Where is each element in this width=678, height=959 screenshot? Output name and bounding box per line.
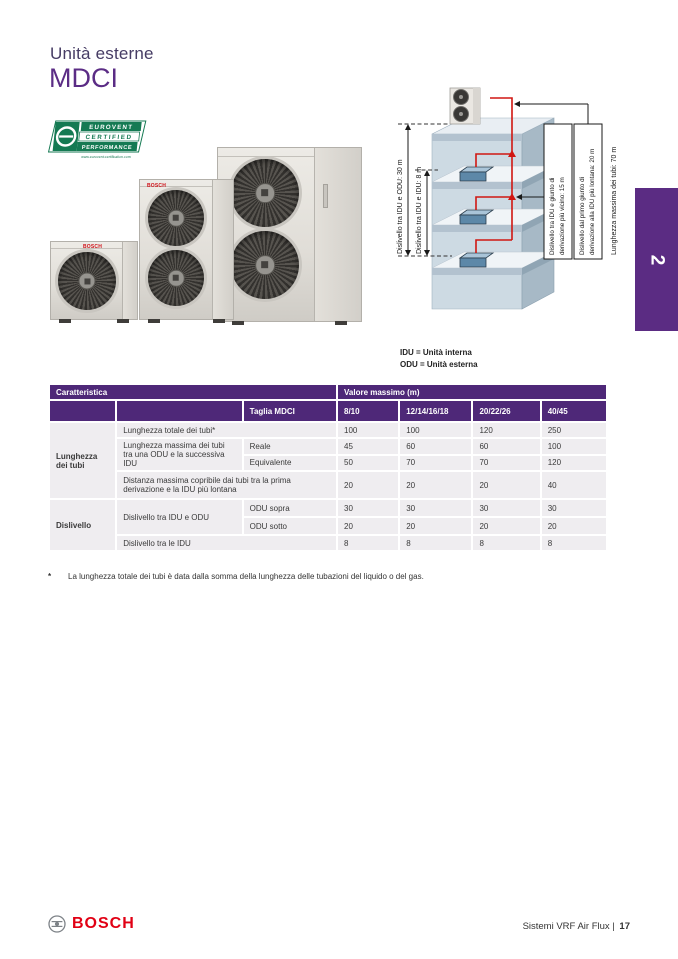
diagram-label-giunto-vicino-line1: Dislivello tra IDU e giunto di xyxy=(549,177,556,255)
outdoor-unit-medium xyxy=(139,179,234,320)
cell-value: 250 xyxy=(541,422,607,438)
diagram-label-dislivello-idu-odu: Dislivello tra IDU e ODU: 30 m xyxy=(397,159,404,254)
row-subdesc: ODU sopra xyxy=(243,499,337,517)
diagram-odu xyxy=(450,88,480,124)
col-header-size: 40/45 xyxy=(541,400,607,422)
col-header-size: 20/22/26 xyxy=(472,400,540,422)
eurovent-line3: PERFORMANCE xyxy=(81,145,133,151)
footer-page-number: 17 xyxy=(619,921,630,932)
cell-value: 20 xyxy=(399,471,472,499)
cell-value: 20 xyxy=(472,471,540,499)
diagram-label-giunto-vicino-line2: derivazione più vicino: 15 m xyxy=(559,177,566,255)
cell-value: 20 xyxy=(472,517,540,535)
footer-separator: | xyxy=(612,921,615,932)
col-header-taglia: Taglia MDCI xyxy=(243,400,337,422)
fan-hub xyxy=(168,270,185,287)
cell-value: 40 xyxy=(541,471,607,499)
cell-value: 120 xyxy=(472,422,540,438)
unit-side-panel xyxy=(212,180,233,319)
footer-label: Sistemi VRF Air Flux xyxy=(522,921,610,932)
fan-hub xyxy=(78,272,95,289)
fan-grille xyxy=(58,252,116,310)
spec-table xyxy=(48,383,608,552)
cell-value: 8 xyxy=(472,535,540,551)
col-header-valore-massimo: Valore massimo (m) xyxy=(337,384,607,400)
row-desc: Lunghezza massima dei tubi tra una ODU e la successiva IDU xyxy=(116,438,242,471)
cell-value: 8 xyxy=(541,535,607,551)
cell-value: 30 xyxy=(399,499,472,517)
fan-grille xyxy=(148,250,204,306)
row-desc: Dislivello tra IDU e ODU xyxy=(116,499,242,535)
col-header-size: 12/14/16/18 xyxy=(399,400,472,422)
table-row xyxy=(49,438,607,455)
row-desc: Dislivello tra le IDU xyxy=(116,535,337,551)
footnote-marker: * xyxy=(48,572,52,581)
bosch-armature-icon xyxy=(48,915,66,933)
cell-value: 100 xyxy=(399,422,472,438)
outdoor-unit-large xyxy=(217,147,362,322)
eurovent-certified-logo xyxy=(48,119,148,167)
fan-grille xyxy=(148,190,204,246)
cell-value: 20 xyxy=(337,471,399,499)
cell-value: 100 xyxy=(541,438,607,455)
fan-hub xyxy=(255,255,275,275)
bosch-wordmark: BOSCH xyxy=(72,915,135,932)
cell-value: 70 xyxy=(399,455,472,472)
header-empty xyxy=(49,400,116,422)
diagram-label-primo-giunto-line2: derivazione alla IDU più lontana: 20 m xyxy=(589,148,596,255)
footnote xyxy=(48,572,608,581)
piping-diagram xyxy=(394,84,632,346)
col-header-size: 8/10 xyxy=(337,400,399,422)
unit-handle xyxy=(323,184,328,208)
group-lunghezza: Lunghezza dei tubi xyxy=(49,422,116,499)
unit-brand-label: BOSCH xyxy=(147,183,167,189)
unit-foot xyxy=(232,321,244,325)
unit-foot xyxy=(335,321,347,325)
fan-hub xyxy=(168,210,185,227)
unit-side-panel xyxy=(122,242,137,319)
building xyxy=(432,118,554,309)
unit-side-panel xyxy=(314,148,361,321)
cell-value: 100 xyxy=(337,422,399,438)
col-header-caratteristica: Caratteristica xyxy=(49,384,337,400)
bosch-logo xyxy=(48,915,135,933)
diagram-label-primo-giunto-line1: Dislivello dal primo giunto di xyxy=(579,176,586,255)
cell-value: 60 xyxy=(472,438,540,455)
page-subtitle: Unità esterne xyxy=(50,44,154,63)
row-desc: Distanza massima copribile dai tubi tra la prima derivazione e la IDU più lontana xyxy=(116,471,337,499)
row-desc: Lunghezza totale dei tubi* xyxy=(116,422,337,438)
diagram-label-dislivello-idu-idu: Dislivello tra IDU e IDU: 8 m xyxy=(416,166,423,254)
table-row xyxy=(49,535,607,551)
eurovent-url: www.eurovent-certification.com xyxy=(80,155,132,159)
fan-grille xyxy=(231,231,299,299)
header-empty xyxy=(116,400,242,422)
cell-value: 20 xyxy=(337,517,399,535)
cell-value: 8 xyxy=(399,535,472,551)
table-row xyxy=(49,422,607,438)
table-row xyxy=(49,499,607,517)
footnote-text: La lunghezza totale dei tubi è data dalla somma della lunghezza delle tubazioni del liquido o del gas. xyxy=(68,572,424,581)
diagram-label-lunghezza-massima: Lunghezza massima dei tubi: 70 m xyxy=(611,146,618,255)
row-subdesc: Equivalente xyxy=(243,455,337,472)
cell-value: 20 xyxy=(399,517,472,535)
table-row xyxy=(49,471,607,499)
group-dislivello: Dislivello xyxy=(49,499,116,551)
cell-value: 30 xyxy=(472,499,540,517)
row-subdesc: ODU sotto xyxy=(243,517,337,535)
cell-value: 60 xyxy=(399,438,472,455)
outdoor-unit-small xyxy=(50,241,138,320)
eurovent-line2: CERTIFIED xyxy=(85,134,133,141)
eurovent-badge xyxy=(48,121,146,159)
eurovent-line1: EUROVENT xyxy=(88,124,134,131)
unit-foot xyxy=(213,319,225,323)
legend-idu: IDU = Unità interna xyxy=(400,348,472,357)
cell-value: 70 xyxy=(472,455,540,472)
cell-value: 20 xyxy=(541,517,607,535)
cell-value: 30 xyxy=(337,499,399,517)
section-tab-number: 2 xyxy=(646,254,668,265)
fan-hub xyxy=(255,183,275,203)
cell-value: 8 xyxy=(337,535,399,551)
page-title: MDCI xyxy=(49,63,118,93)
section-tab xyxy=(635,188,678,331)
cell-value: 50 xyxy=(337,455,399,472)
unit-foot xyxy=(148,319,160,323)
cell-value: 45 xyxy=(337,438,399,455)
cell-value: 120 xyxy=(541,455,607,472)
unit-foot xyxy=(59,319,71,323)
footer-page-info xyxy=(523,921,630,932)
row-subdesc: Reale xyxy=(243,438,337,455)
diagram-legend xyxy=(400,347,478,371)
unit-brand-label: BOSCH xyxy=(83,244,103,250)
legend-odu: ODU = Unità esterna xyxy=(400,360,478,369)
fan-grille xyxy=(231,159,299,227)
unit-foot xyxy=(117,319,129,323)
cell-value: 30 xyxy=(541,499,607,517)
